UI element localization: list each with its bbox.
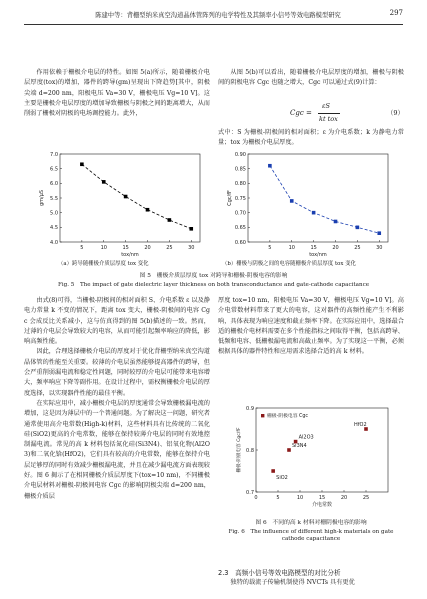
- figure5-sub-b-caption: （b）栅极与阴极之间的电容随栅极介质层厚度 tox 变化: [222, 261, 356, 267]
- figure6-caption-en-2: cathode capacitance: [281, 536, 341, 542]
- x-axis-label: 介电常数: [311, 502, 333, 508]
- equation-9: [218, 102, 404, 126]
- body-text-left-bottom: [24, 296, 210, 502]
- x-tick-label: 15: [318, 495, 326, 501]
- data-point: [146, 208, 150, 212]
- x-axis-label: tox/nm: [121, 252, 139, 258]
- data-label: Si3N4: [292, 443, 307, 449]
- legend-label: 栅极-阴极电容 Cgc: [267, 414, 309, 420]
- x-tick-label: 5: [276, 495, 280, 501]
- figure5-caption-en: Fig. 5 The impact of gate dielectric layer thickness on both transconductance and gate-cathode capacitance: [57, 282, 370, 288]
- paragraph: 在实际应用中，减小栅极介电层的厚度通常会导致栅极漏电流的增加，这是因为薄层中的一个普通问题。为了解决这一问题，研究者通常使用高介电常数(High-k)材料，这些材料具有比传统的二氧化硅(SiO2)更高的介电常数，能够在保持较薄介电层的同时有效地控制漏电流。常见的高 k 材料包括氮化硅(Si3N4)、铝氧化物(Al2O3)和二氧化铪(HfO2)，它们具有较高的介电常数，能够在保持介电层足够厚的同时有效减少栅极漏电流，并且在减少漏电流方面表现较好。图 6 揭示了在相同栅极介质层厚度下(tox=10 nm)，不同栅极介电层材料对栅极-阴极间电容 Cgc 的影响[阴极尖端 d=200 nm，栅极介质层: [24, 399, 210, 500]
- x-tick-label: 10: [296, 495, 304, 501]
- figure5-chart-a: [30, 148, 210, 260]
- y-tick-label: 0.85: [234, 166, 246, 173]
- figure6-chart: [228, 402, 398, 514]
- body-text-right-last: [218, 578, 404, 588]
- x-tick-label: 5: [80, 245, 84, 251]
- x-tick-label: 25: [362, 495, 370, 501]
- x-tick-label: 20: [332, 245, 339, 251]
- header-rule: [24, 24, 403, 25]
- y-axis-label: 栅极-阴极电容 Cgc/fF: [237, 427, 242, 473]
- x-tick-label: 25: [354, 245, 361, 251]
- y-tick-label: 0.8: [246, 447, 254, 454]
- x-axis-label: tox/nm: [309, 252, 327, 258]
- equation-lhs: Cgc =: [290, 109, 312, 117]
- y-tick-label: 0.9: [246, 405, 254, 412]
- data-label: Al2O3: [298, 434, 314, 441]
- body-text-right-mid: [218, 296, 404, 358]
- y-tick-label: 0.75: [234, 195, 246, 202]
- x-tick-label: 0: [254, 495, 258, 501]
- paragraph: 从图 5(b)可以看出，随着栅极介电层厚度的增加，栅极与阴极间的阴极电容 Cgc 也随之增大，Cgc 可以通过式(9)计算：: [218, 69, 404, 87]
- data-point: [80, 162, 84, 166]
- y-tick-label: 0.90: [234, 151, 246, 158]
- data-point: [294, 440, 298, 444]
- paragraph: 独特的载流子传输机制使得 NVCTs 具有更优: [230, 579, 355, 586]
- data-point: [334, 220, 338, 224]
- body-text-right-top: [218, 68, 404, 89]
- figure5-chart-b: [218, 148, 398, 260]
- figure6-caption-cn: 图 6 不同的高 k 材料对栅阴极电容的影响: [255, 520, 367, 526]
- y-tick-label: 6.5: [50, 166, 58, 173]
- series-line: [270, 166, 379, 233]
- x-tick-label: 20: [340, 495, 348, 501]
- plot-frame: [60, 154, 200, 242]
- data-point: [271, 469, 275, 473]
- y-tick-label: 5.5: [50, 195, 58, 202]
- equation-numerator: εS: [322, 102, 330, 110]
- data-point: [287, 448, 291, 452]
- y-tick-label: 0.70: [234, 210, 246, 217]
- y-tick-label: 0.7: [246, 489, 254, 496]
- x-tick-label: 10: [288, 245, 295, 251]
- y-tick-label: 0.65: [234, 225, 246, 232]
- data-point: [268, 164, 272, 168]
- series-line: [82, 164, 191, 229]
- y-tick-label: 0.60: [234, 239, 246, 246]
- data-point: [124, 195, 128, 199]
- x-tick-label: 30: [188, 245, 195, 251]
- section-heading: 2.3 高频小信号等效电路模型的对比分析: [218, 569, 341, 577]
- body-text-left-top: [24, 68, 210, 119]
- equation-denominator: kt tox: [319, 115, 338, 123]
- data-label: HfO2: [354, 422, 367, 428]
- running-header-title: 陈建中等：背栅型纳米真空沟道晶体管阵列的电学特性及其频率小信号等效电路模型研究: [95, 12, 341, 19]
- x-tick-label: 25: [166, 245, 173, 251]
- figure5-caption-cn: 图 5 栅极介质层厚度 tox 对跨导和栅极-阴极电容的影响: [139, 273, 288, 279]
- y-axis-label: gm/μS: [39, 189, 45, 207]
- data-point: [102, 180, 106, 184]
- data-point: [377, 231, 381, 235]
- paragraph: 因此，合理选择栅极介电层的厚度对于优化背栅型纳米真空沟道晶体管的性能至关重要。较薄的介电层虽然能够提高器件的跨导，但会严重削弱漏电流和稳定性问题，同时较厚的介电层可能带来电容增大，频率响应下降等副作用。在设计过程中，需权衡栅极介电层的厚度选择，以实现器件性能的最佳平衡。: [24, 348, 210, 397]
- y-tick-label: 5.0: [50, 210, 58, 217]
- equation-number: （9）: [386, 109, 404, 117]
- x-tick-label: 15: [310, 245, 317, 251]
- y-axis-label: Cgc/fF: [227, 190, 233, 206]
- paragraph: 厚度 tox=10 nm，阳极电压 Va=30 V，栅极电压 Vg=10 V]。高介电常数材料带来了更大的电容，这对器件的高频性能产生不利影响，具体表现为响应速度和截止频率下降。在实际应用中，选择最合适的栅极介电材料需要在多个性能指标之间取得平衡，包括高跨导、低频和电容、低栅极漏电流和高截止频率。为了实现这一平衡，必须根据具体的器件特性和应用需求选择合适的高 k 材料。: [218, 297, 404, 356]
- x-tick-label: 15: [122, 245, 129, 251]
- paragraph: 由式(8)可得，当栅极-阴极间的相对面积 S、介电系数 ε 以及静电力常量 k 不变的情况下，距离 tox 变大，栅极-阴极间的电容 Cgc 会成反比关系减小，这与仿真得到的图 5(b)描述的一致。然而，过薄的介电层会导致较大的电容，从而可能引起频率响应的降低，影响高频性能。: [24, 297, 210, 346]
- paragraph: 作用依赖于栅极介电层的特性。如图 5(a)所示，随着栅极介电层厚度(tox)的增加，器件的跨导(gm)呈现出下降趋势[其中，阴极尖端 d=200 nm，阳极电压 Va=30 V，栅极电压 Vg=10 V]。这主要是栅极介电层厚度的增加导致栅极与阴极之间的距离增大，从而削弱了栅极对阴极的电场调控能力。此外，: [24, 69, 210, 118]
- figure5-sub-a-caption: （a）跨导随栅极介质层厚度 tox 变化: [58, 261, 149, 267]
- y-tick-label: 4.5: [50, 225, 58, 232]
- data-point: [356, 226, 360, 230]
- data-point: [168, 218, 172, 222]
- y-tick-label: 0.80: [234, 181, 246, 188]
- data-point: [290, 199, 294, 203]
- equation-fraction-bar: [318, 113, 340, 114]
- data-point: [189, 227, 193, 231]
- data-point: [312, 211, 316, 215]
- body-text-right-after-formula: [218, 128, 404, 149]
- legend-marker: [261, 414, 264, 417]
- y-tick-label: 6.0: [50, 181, 58, 188]
- page-number: 297: [389, 9, 403, 17]
- figure6-caption-en-1: Fig. 6 The influence of different high-k materials on gate: [228, 529, 394, 535]
- data-label: SiO2: [276, 475, 288, 481]
- x-tick-label: 30: [376, 245, 383, 251]
- x-tick-label: 20: [144, 245, 151, 251]
- y-tick-label: 4.0: [50, 239, 58, 246]
- x-tick-label: 10: [100, 245, 107, 251]
- x-tick-label: 5: [268, 245, 272, 251]
- paragraph: 式中：S 为栅极-阴极间的相对面积；ε 为介电系数；k 为静电力常量；tox 为栅极介电层厚度。: [218, 129, 404, 147]
- y-tick-label: 7.0: [50, 151, 58, 158]
